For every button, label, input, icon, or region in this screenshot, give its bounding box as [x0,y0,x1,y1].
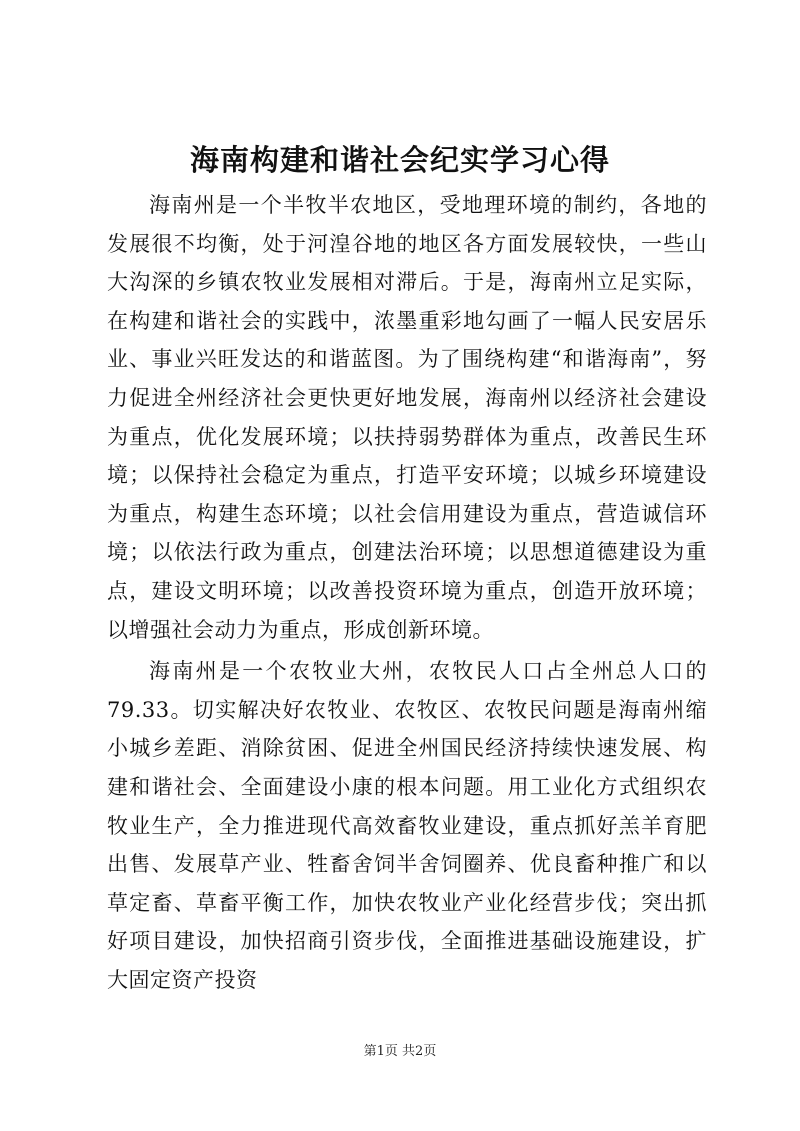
paragraph-1: 海南州是一个半牧半农地区，受地理环境的制约，各地的发展很不均衡，处于河湟谷地的地区各方面发展较快，一些山大沟深的乡镇农牧业发展相对滞后。于是，海南州立足实际，在构建和谐社会的实践中，浓墨重彩地勾画了一幅人民安居乐业、事业兴旺发达的和谐蓝图。为了围绕构建“和谐海南”，努力促进全州经济社会更快更好地发展，海南州以经济社会建设为重点，优化发展环境；以扶持弱势群体为重点，改善民生环境；以保持社会稳定为重点，打造平安环境；以城乡环境建设为重点，构建生态环境；以社会信用建设为重点，营造诚信环境；以依法行政为重点，创建法治环境；以思想道德建设为重点，建设文明环境；以改善投资环境为重点，创造开放环境；以增强社会动力为重点，形成创新环境。 [107,193,707,642]
document-body [107,186,707,1002]
paragraph-2: 海南州是一个农牧业大州，农牧民人口占全州总人口的79.33。切实解决好农牧业、农牧区、农牧民问题是海南州缩小城乡差距、消除贫困、促进全州国民经济持续快速发展、构建和谐社会、全面建设小康的根本问题。用工业化方式组织农牧业生产，全力推进现代高效畜牧业建设，重点抓好羔羊育肥出售、发展草产业、牲畜舍饲半舍饲圈养、优良畜种推广和以草定畜、草畜平衡工作，加快农牧业产业化经营步伐；突出抓好项目建设，加快招商引资步伐，全面推进基础设施建设，扩大固定资产投资 [107,659,707,992]
document-title: 海南构建和谐社会纪实学习心得 [189,143,610,177]
page-footer: 第1页 共2页 [363,1044,437,1059]
